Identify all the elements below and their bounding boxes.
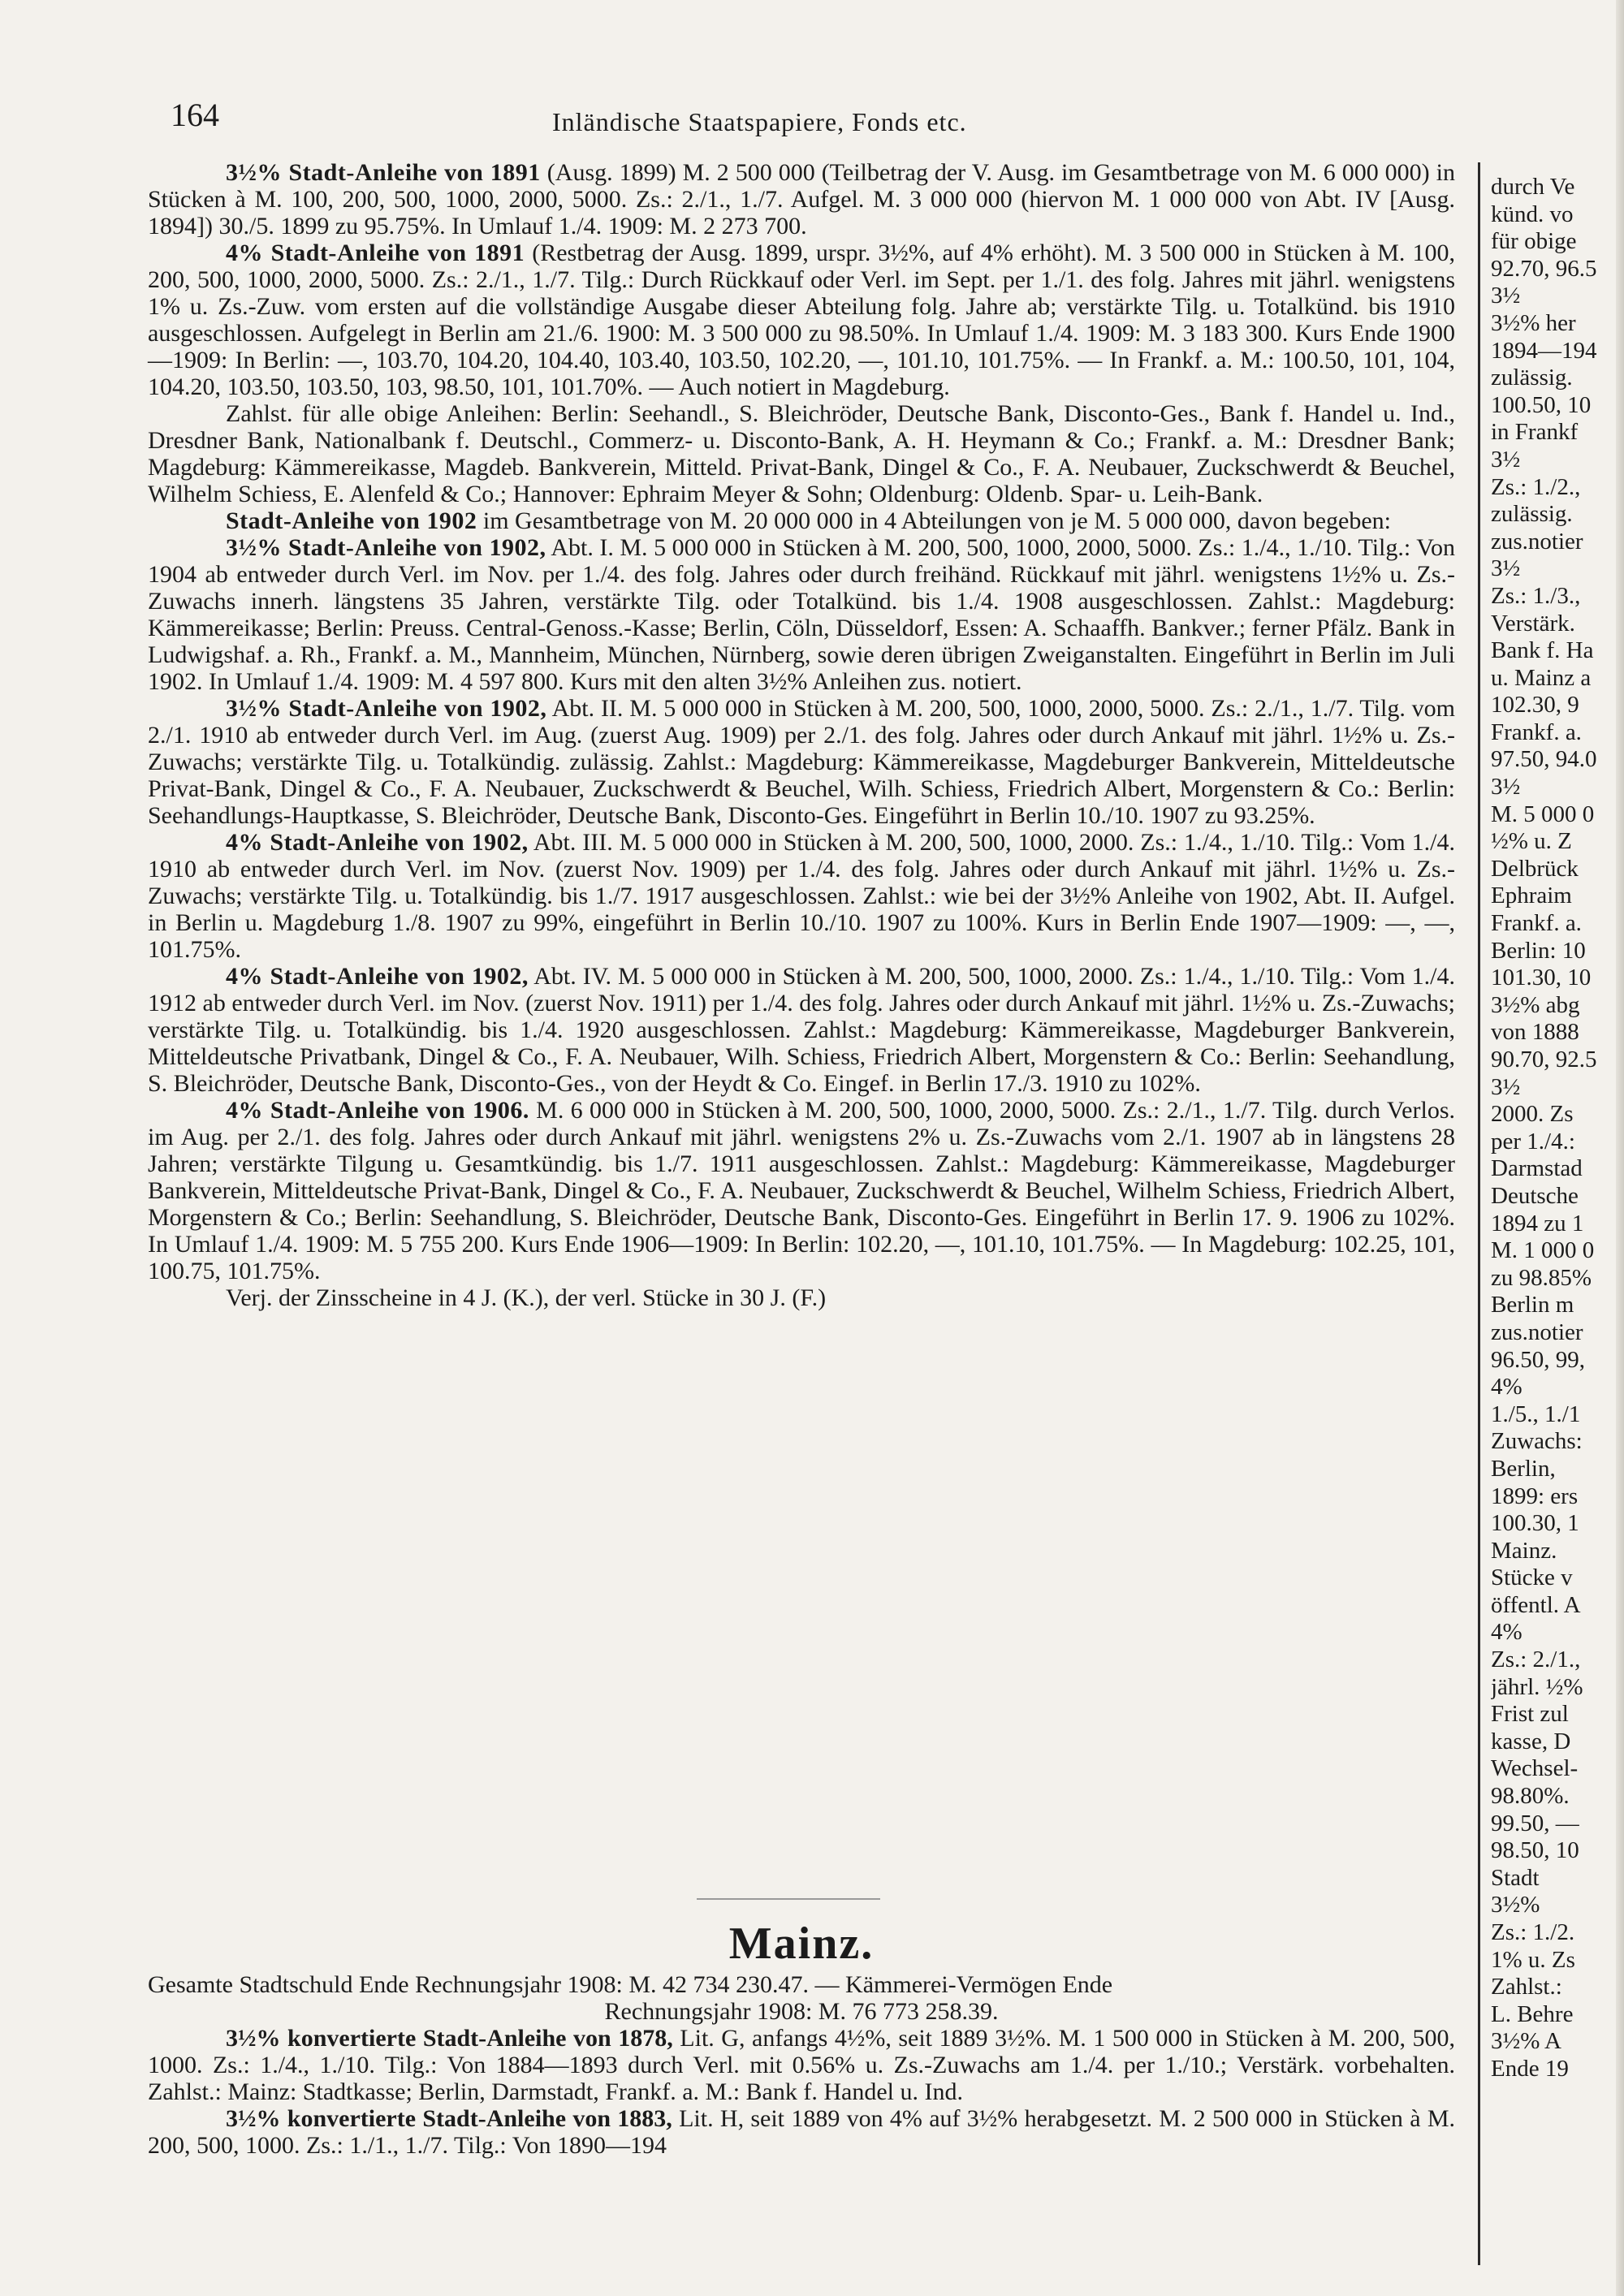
entry-text: (Ausg. 1899) M. 2 500 000 (Teilbetrag der V. Ausg. im Gesamtbetrage von M. 6 000 000) in Stücken à M. 100, 200, 500, 1000, 2000, 5000. Zs.: 2./1., 1./7. Aufgel. M. 3 000 000 (hiervon M. 1 000 000 von Abt. IV [Ausg. 1894]) 30./5. 1899 zu 95.75%. In Umlauf 1./4. 1909: M. 2 273 700. <box>148 159 1455 240</box>
fragment-line: Frankf. a. <box>1491 910 1582 937</box>
fragment-line: zulässig. <box>1491 365 1573 391</box>
fragment-line: 90.70, 92.5 <box>1491 1047 1597 1072</box>
fragment-line: 2000. Zs <box>1491 1101 1574 1128</box>
entry-text: Zahlst. für alle obige Anleihen: Berlin: Seehandl., S. Bleichröder, Deutsche Bank, Disconto-Ges., Bank f. Handel u. Ind., Dresdner Bank, Nationalbank f. Deutschl., Commerz- u. Disconto-Bank, A. H. Heymann & Co.; Frankf. a. M.: Dresdner Bank; Magdeburg: Kämmereikasse, Magdeb. Bankverein, Mitteld. Privat-Bank, Dingel & Co., F. A. Neubauer, Zuckschwerdt & Beuchel, Wilhelm Schiess, E. Alenfeld & Co.; Hannover: Ephraim Meyer & Sohn; Oldenburg: Oldenb. Spar- u. Leih-Bank. <box>148 400 1455 507</box>
entry-paragraph <box>148 829 1455 963</box>
fragment-line: Zs.: 1./2., <box>1491 473 1581 500</box>
fragment-line: 92.70, 96.5 <box>1491 255 1597 282</box>
fragment-line: 97.50, 94.0 <box>1491 746 1597 773</box>
main-column <box>148 159 1455 1311</box>
section-divider <box>697 1898 880 1900</box>
fragment-line: M. 5 000 0 <box>1491 801 1595 827</box>
entry-title: 3½% Stadt-Anleihe von 1891 <box>226 159 541 186</box>
entry-text: Abt. I. M. 5 000 000 in Stücken à M. 200, 500, 1000, 2000, 5000. Zs.: 1./4., 1./10. Tilg.: Von 1904 ab entweder durch Verl. im Nov. per 1./4. des folg. Jahres oder durch freihänd. Rückkauf mit jährl. wenigstens 1½% u. Zs.-Zuwachs innerh. längstens 35 Jahren, verstärkte Tilg. oder Totalkünd. bis 1./4. 1908 ausgeschlossen. Zahlst.: Magdeburg: Kämmereikasse; Berlin: Preuss. Central-Genoss.-Kasse; Berlin, Cöln, Düsseldorf, Essen: A. Schaaffh. Bankver.; ferner Pfälz. Bank in Ludwigshaf. a. Rh., Frankf. a. M., Mannheim, München, Nürnberg, sowie deren übrigen Zweiganstalten. Eingeführt in Berlin im Juli 1902. In Umlauf 1./4. 1909: M. 4 597 800. Kurs mit den alten 3½% Anleihen zus. notiert. <box>148 534 1456 695</box>
entry-paragraph <box>148 1284 1455 1311</box>
fragment-line: 96.50, 99, <box>1491 1346 1585 1373</box>
entry-text: Abt. II. M. 5 000 000 in Stücken à M. 200, 500, 1000, 2000, 5000. Zs.: 2./1., 1./7. Tilg. vom 2./1. 1910 ab entweder durch Verl. im Aug. (zuerst Aug. 1909) per 2./1. des folg. Jahres oder durch Ankauf mit jährl. 1½% u. Zs.-Zuwachs; verstärkte Tilg. u. Totalkündig. zulässig. Zahlst.: Magdeburg: Kämmereikasse, Magdeburger Bankverein, Mitteldeutsche Privat-Bank, Dingel & Co., F. A. Neubauer, Zuckschwerdt & Beuchel, Wilh. Schiess, Friedrich Albert, Morgenstern & Co.: Berlin: Seehandlungs-Hauptkasse, S. Bleichröder, Deutsche Bank, Disconto-Ges. Eingeführt in Berlin 10./10. 1907 zu 93.25%. <box>148 695 1456 829</box>
entry-text: im Gesamtbetrage von M. 20 000 000 in 4 Abteilungen von je M. 5 000 000, davon begeben: <box>477 507 1392 534</box>
fragment-line: Zs.: 1./3., <box>1491 582 1581 609</box>
fragment-line: 1899: ers <box>1491 1482 1579 1509</box>
entry-title: 3½% konvertierte Stadt-Anleihe von 1878, <box>226 2025 673 2052</box>
fragment-line: Deutsche <box>1491 1182 1579 1209</box>
fragment-line: L. Behre <box>1491 2000 1574 2027</box>
mainz-section <box>148 1971 1455 2159</box>
entry-title: Stadt-Anleihe von 1902 <box>226 507 477 534</box>
fragment-line: 3½% <box>1491 1892 1540 1918</box>
fragment-line: zus.notier <box>1491 1318 1583 1345</box>
fragment-line: kasse, D <box>1491 1728 1571 1754</box>
fragment-line: M. 1 000 0 <box>1491 1237 1595 1264</box>
entry-paragraph <box>148 695 1455 829</box>
fragment-line: Delbrück <box>1491 855 1579 882</box>
fragment-line: 3½% abg <box>1491 991 1580 1018</box>
entry-text: Lit. G, anfangs 4½%, seit 1889 3½%. M. 1 500 000 in Stücken à M. 200, 500, 1000. Zs.: 1./4., 1./10. Tilg.: Von 1884—1893 durch Verl. mit 0.56% u. Zs.-Zuwachs am 1./4. per 1./10.; Verstärk. vorbehalten. Zahlst.: Mainz: Stadtkasse; Berlin, Darmstadt, Frankf. a. M.: Bank f. Handel u. Ind. <box>148 2025 1456 2105</box>
binding-edge <box>1616 0 1624 2296</box>
fragment-line: Frist zul <box>1491 1701 1569 1728</box>
entry-paragraph <box>148 1097 1455 1284</box>
fragment-line: 99.50, — <box>1491 1810 1579 1836</box>
fragment-line: künd. vo <box>1491 201 1574 227</box>
entry-text: Lit. H, seit 1889 von 4% auf 3½% herabgesetzt. M. 2 500 000 in Stücken à M. 200, 500, 1000. Zs.: 1./1., 1./7. Tilg.: Von 1890—194 <box>148 2105 1456 2159</box>
entry-paragraph <box>148 534 1455 695</box>
adjacent-column-fragment <box>1491 174 1624 2285</box>
fragment-line: u. Mainz a <box>1491 664 1592 691</box>
fragment-line: Darmstad <box>1491 1155 1583 1182</box>
fragment-line: von 1888 <box>1491 1019 1579 1046</box>
mainz-intro <box>148 1971 1455 2025</box>
fragment-line: Zs.: 2./1., <box>1491 1646 1581 1673</box>
entry-text: Verj. der Zinsscheine in 4 J. (K.), der verl. Stücke in 30 J. (F.) <box>226 1284 827 1311</box>
fragment-line: 3½% A <box>1491 2028 1561 2055</box>
fragment-line: 98.50, 10 <box>1491 1837 1579 1864</box>
fragment-line: 100.30, 1 <box>1491 1510 1579 1537</box>
fragment-line: Berlin m <box>1491 1292 1574 1318</box>
fragment-line: jährl. ½% <box>1491 1673 1583 1700</box>
fragment-line: 3½ <box>1491 446 1521 473</box>
fragment-line: 3½ <box>1491 1073 1521 1100</box>
mainz-entry-1883 <box>148 2105 1455 2159</box>
page-header <box>162 96 1462 145</box>
fragment-line: zu 98.85% <box>1491 1264 1592 1291</box>
page-number: 164 <box>171 97 219 133</box>
entry-title: 3½% konvertierte Stadt-Anleihe von 1883, <box>226 2105 672 2132</box>
fragment-line: Wechsel- <box>1491 1755 1579 1782</box>
fragment-line: 1894 zu 1 <box>1491 1210 1584 1236</box>
fragment-line: in Frankf <box>1491 419 1579 446</box>
fragment-line: Ephraim <box>1491 883 1572 909</box>
fragment-line: ½% u. Z <box>1491 828 1572 855</box>
fragment-line: 3½% her <box>1491 309 1576 336</box>
fragment-line: Stadt <box>1491 1864 1540 1891</box>
fragment-line: Verstärk. <box>1491 610 1575 637</box>
fragment-line: Zahlst.: <box>1491 1974 1562 2000</box>
fragment-line: durch Ve <box>1491 174 1575 200</box>
fragment-line: öffentl. A <box>1491 1591 1581 1618</box>
fragment-line: Berlin, <box>1491 1455 1556 1482</box>
fragment-line: 4% <box>1491 1374 1522 1400</box>
fragment-line: Zs.: 1./2. <box>1491 1919 1575 1945</box>
fragment-line: per 1./4.: <box>1491 1128 1575 1154</box>
fragment-line: Mainz. <box>1491 1537 1557 1564</box>
fragment-line: 1% u. Zs <box>1491 1946 1575 1973</box>
mainz-entry-1878 <box>148 2025 1455 2105</box>
fragment-line: 102.30, 9 <box>1491 692 1579 719</box>
fragment-line: 98.80%. <box>1491 1783 1570 1810</box>
fragment-line: zus.notier <box>1491 528 1583 555</box>
entry-paragraph <box>148 240 1455 400</box>
entry-text: (Restbetrag der Ausg. 1899, urspr. 3½%, auf 4% erhöht). M. 3 500 000 in Stücken à M. 100, 200, 500, 1000, 2000, 5000. Zs.: 2./1., 1./7. Tilg.: Durch Rückkauf oder Verl. im Sept. per 1./1. des folg. Jahres mit jährl. wenigstens 1% u. Zs.-Zuw. vom ersten auf die vollständige Ausgabe dieser Abteilung folg. Jahre ab; verstärkte Tilg. u. Totalkünd. bis 1910 ausgeschlossen. Aufgelegt in Berlin am 21./6. 1900: M. 3 500 000 zu 98.50%. In Umlauf 1./4. 1909: M. 3 183 300. Kurs Ende 1900—1909: In Berlin: —, 103.70, 104.20, 104.40, 103.40, 103.50, 102.20, —, 101.10, 101.75%. — In Frankf. a. M.: 100.50, 101, 104, 104.20, 103.50, 103.50, 103, 98.50, 101, 101.70%. — Auch notiert in Magdeburg. <box>148 240 1456 400</box>
mainz-intro-line1: Gesamte Stadtschuld Ende Rechnungsjahr 1908: M. 42 734 230.47. — Kämmerei-Vermögen Ende <box>148 1971 1113 1998</box>
entry-paragraph <box>148 400 1455 507</box>
running-title: Inländische Staatspapiere, Fonds etc. <box>552 107 967 136</box>
entry-title: 4% Stadt-Anleihe von 1902, <box>226 963 529 990</box>
column-rule <box>1478 162 1480 2265</box>
fragment-line: Ende 19 <box>1491 2055 1569 2082</box>
fragment-line: 1./5., 1./1 <box>1491 1400 1581 1427</box>
fragment-line: 100.50, 10 <box>1491 391 1592 418</box>
entry-text: M. 6 000 000 in Stücken à M. 200, 500, 1000, 2000, 5000. Zs.: 2./1., 1./7. Tilg. durch Verlos. im Aug. per 2./1. des folg. Jahres oder durch Ankauf mit jährl. wenigstens 2% u. Zs.-Zuwachs vom 2./1. 1907 ab in längstens 28 Jahren; verstärkte Tilgung u. Gesamtkündig. bis 1./7. 1911 ausgeschlossen. Zahlst.: Magdeburg: Kämmereikasse, Magdeburger Bankverein, Mitteldeutsche Privat-Bank, Dingel & Co., F. A. Neubauer, Zuckschwerdt & Beuchel, Wilhelm Schiess, Friedrich Albert, Morgenstern & Co.; Berlin: Seehandlung, S. Bleichröder, Deutsche Bank, Disconto-Ges. Eingeführt in Berlin 17. 9. 1906 zu 102%. In Umlauf 1./4. 1909: M. 5 755 200. Kurs Ende 1906—1909: In Berlin: 102.20, —, 101.10, 101.75%. — In Magdeburg: 102.25, 101, 100.75, 101.75%. <box>148 1097 1455 1284</box>
fragment-line: 3½ <box>1491 283 1521 309</box>
section-title-mainz: Mainz. <box>728 1918 875 1969</box>
entry-paragraph <box>148 507 1455 534</box>
fragment-line: 1894—194 <box>1491 337 1597 364</box>
entry-title: 3½% Stadt-Anleihe von 1902, <box>226 534 546 561</box>
entry-text: Abt. IV. M. 5 000 000 in Stücken à M. 200, 500, 1000, 2000. Zs.: 1./4., 1./10. Tilg.: Vom 1./4. 1912 ab entweder durch Verl. im Nov. (zuerst Nov. 1911) per 1./4. des folg. Jahres oder durch Ankauf mit jährl. 1½% u. Zs.-Zuwachs; verstärkte Tilg. u. Totalkündig. bis 1./4. 1920 ausgeschlossen. Zahlst.: Magdeburg: Kämmereikasse, Magdeburger Bankverein, Mitteldeutsche Privatbank, Dingel & Co., F. A. Neubauer, Wilh. Schiess, Friedrich Albert, Morgenstern & Co.: Berlin: Seehandlung, S. Bleichröder, Deutsche Bank, Disconto-Ges., von der Heydt & Co. Eingef. in Berlin 17./3. 1910 zu 102%. <box>148 963 1456 1097</box>
mainz-intro-line2: Rechnungsjahr 1908: M. 76 773 258.39. <box>604 1998 999 2025</box>
fragment-line: Zuwachs: <box>1491 1428 1583 1455</box>
entry-paragraph <box>148 963 1455 1097</box>
fragment-line: 4% <box>1491 1619 1522 1646</box>
fragment-line: 101.30, 10 <box>1491 965 1592 991</box>
entry-title: 4% Stadt-Anleihe von 1891 <box>226 240 525 266</box>
fragment-line: Bank f. Ha <box>1491 637 1594 664</box>
fragment-line: 3½ <box>1491 774 1521 801</box>
fragment-line: zulässig. <box>1491 501 1573 528</box>
entry-title: 4% Stadt-Anleihe von 1906. <box>226 1097 529 1124</box>
entry-title: 3½% Stadt-Anleihe von 1902, <box>226 695 547 722</box>
entry-paragraph <box>148 159 1455 240</box>
entry-text: Abt. III. M. 5 000 000 in Stücken à M. 200, 500, 1000, 2000. Zs.: 1./4., 1./10. Tilg.: Vom 1./4. 1910 ab entweder durch Verl. im Nov. (zuerst Nov. 1909) per 1./4. des folg. Jahres oder durch Ankauf mit jährl. 1½% u. Zs.-Zuwachs; verstärkte Tilg. u. Totalkündig. bis 1./7. 1917 ausgeschlossen. Zahlst.: wie bei der 3½% Anleihe von 1902, Abt. II. Aufgel. in Berlin u. Magdeburg 1./8. 1907 zu 99%, eingeführt in Berlin 10./10. 1907 zu 100%. Kurs in Berlin Ende 1907—1909: —, —, 101.75%. <box>148 829 1456 963</box>
fragment-line: Frankf. a. <box>1491 719 1582 745</box>
fragment-line: 3½ <box>1491 555 1521 582</box>
fragment-line: Stücke v <box>1491 1564 1573 1591</box>
fragment-line: Berlin: 10 <box>1491 937 1586 964</box>
fragment-line: für obige <box>1491 228 1577 255</box>
entry-title: 4% Stadt-Anleihe von 1902, <box>226 829 529 856</box>
